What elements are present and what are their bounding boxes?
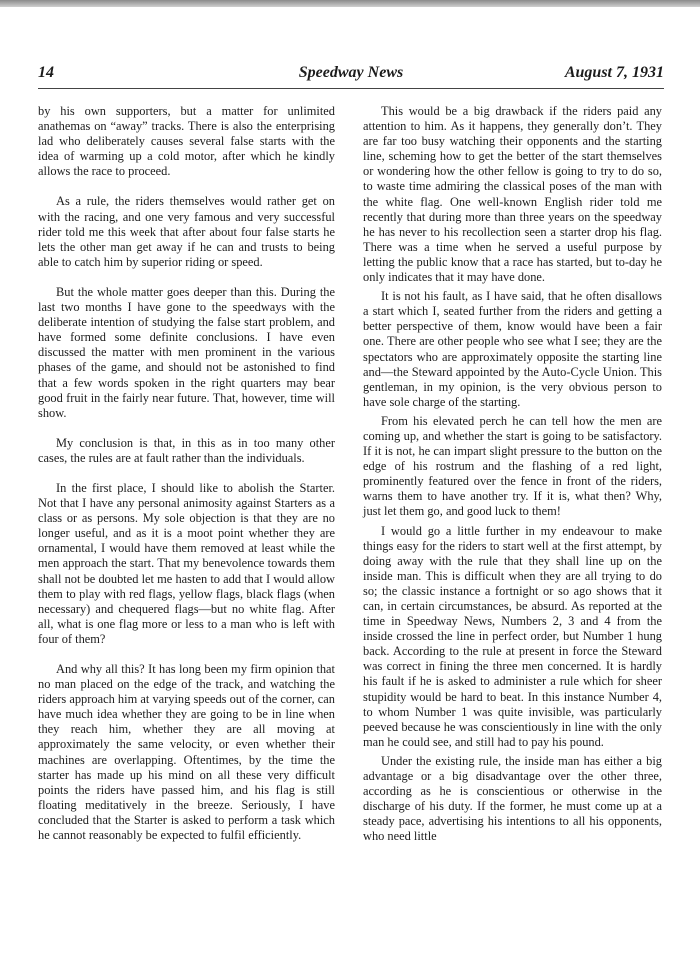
- paragraph: I would go a little further in my endeavour to make things easy for the riders to start well at the first attempt, by doing away with the rule that they shall line up on the inside man. This is difficult when they are all trying to do so; the classic instance a fortnight or so ago shows that it can, in certain circumstances, be absurd. As reported at the time in Speedway News, Numbers 2, 3 and 4 from the inside crossed the line in perfect order, but Number 1 hung back. According to the rule at present in force the Steward was correct in fining the three men concerned. It is hardly his fault if he is asked to administer a rule which for sheer stupidity would be hard to beat. In this instance Number 4, to whom Number 1 was quite invisible, was particularly peeved because he was conscientiously in line with the only man he could see, and still had to pay his pound.: [363, 523, 662, 749]
- publication-title: Speedway News: [298, 64, 404, 81]
- paragraph: It is not his fault, as I have said, that he often disallows a start which I, seated further from the riders and getting a better perspective of them, know would have been a fair one. There are other people who see what I see; they are the spectators who are approximately opposite the starting line and—the Steward appointed by the Auto-Cycle Union. This gentleman, in my opinion, is the very obvious person to have sole charge of the starting.: [363, 289, 662, 409]
- paragraph: But the whole matter goes deeper than this. During the last two months I have gone to the speedways with the deliberate intention of studying the false start problem, and have formed some definite conclusions. I have even discussed the matter with men prominent in the various phases of the game, and should not be astonished to find that a few words spoken in the right quarters may bear good fruit in the fairly near future. That, however, time will show.: [38, 284, 335, 420]
- issue-date: August 7, 1931: [564, 64, 664, 81]
- page-number: 14: [38, 64, 54, 81]
- page-top-edge: [0, 0, 700, 7]
- page-header: [38, 64, 664, 88]
- header-rule: [38, 88, 664, 89]
- paragraph: From his elevated perch he can tell how the men are coming up, and whether the start is going to be satisfactory. If it is not, he can impart slight pressure to the button on the edge of his rostrum and the flashing of a red light, prominently featured over the fence in front of the riders, warns them to have another try. If it is, what then? Why, just let them go, and good luck to them!: [363, 413, 662, 519]
- paragraph: In the first place, I should like to abolish the Starter. Not that I have any personal animosity against Starters as a class or as persons. My sole objection is that they are no longer useful, and as it is a moot point whether they are ornamental, I would have them removed at least while the men approach the start. That my benevolence towards them shall not be doubted let me hasten to add that I would allow them to play with red flags, yellow flags, black flags (when necessary) and chequered flags—but no white flag. After all, what is one flag more or less to a man who is left with four of them?: [38, 480, 335, 646]
- paragraph: by his own supporters, but a matter for unlimited anathemas on “away” tracks. There is also the enterprising lad who deliberately causes several false starts with the idea of warming up a cold motor, after which he kindly allows the race to proceed.: [38, 104, 335, 179]
- paragraph: As a rule, the riders themselves would rather get on with the racing, and one very famous and very successful rider told me this week that after about four false starts he lets the other man get away if he can and trusts to being able to catch him by superior riding or speed.: [38, 194, 335, 269]
- paragraph: My conclusion is that, in this as in too many other cases, the rules are at fault rather than the individuals.: [38, 435, 335, 465]
- paragraph: This would be a big drawback if the riders paid any attention to him. As it happens, they generally don’t. They are far too busy watching their opponents and the starting line, scheming how to get the better of the start themselves or wondering how the other fellow is going to try to do so, to waste time admiring the classical poses of the man with the white flag. One well-known English rider told me recently that during more than three years on the speedway he has never to his recollection seen a starter drop his flag. There was a time when he served a useful purpose by letting the public know that a race has started, but to-day he only indicates that it may have done.: [363, 104, 662, 285]
- paragraph: Under the existing rule, the inside man has either a big advantage or a big disadvantage over the other three, according as he is conscientious or otherwise in the discharge of his duty. If the former, he must come up at a steady pace, advertising his intentions to all his opponents, who need little: [363, 753, 662, 844]
- left-column: [38, 104, 335, 858]
- paragraph: And why all this? It has long been my firm opinion that no man placed on the edge of the track, and watching the riders approach him at varying speeds out of the corner, can have much idea whether they are going to be in line when they reach him, whether they are all moving at approximately the same velocity, or even whether their machines are overlapping. Oftentimes, by the time the starter has made up his mind on all these very difficult points the riders have passed him, and his flag is still floating meditatively in the breeze. Seriously, I have concluded that the Starter is asked to perform a task which he cannot reasonably be expected to fulfil efficiently.: [38, 662, 335, 843]
- right-column: [363, 104, 662, 849]
